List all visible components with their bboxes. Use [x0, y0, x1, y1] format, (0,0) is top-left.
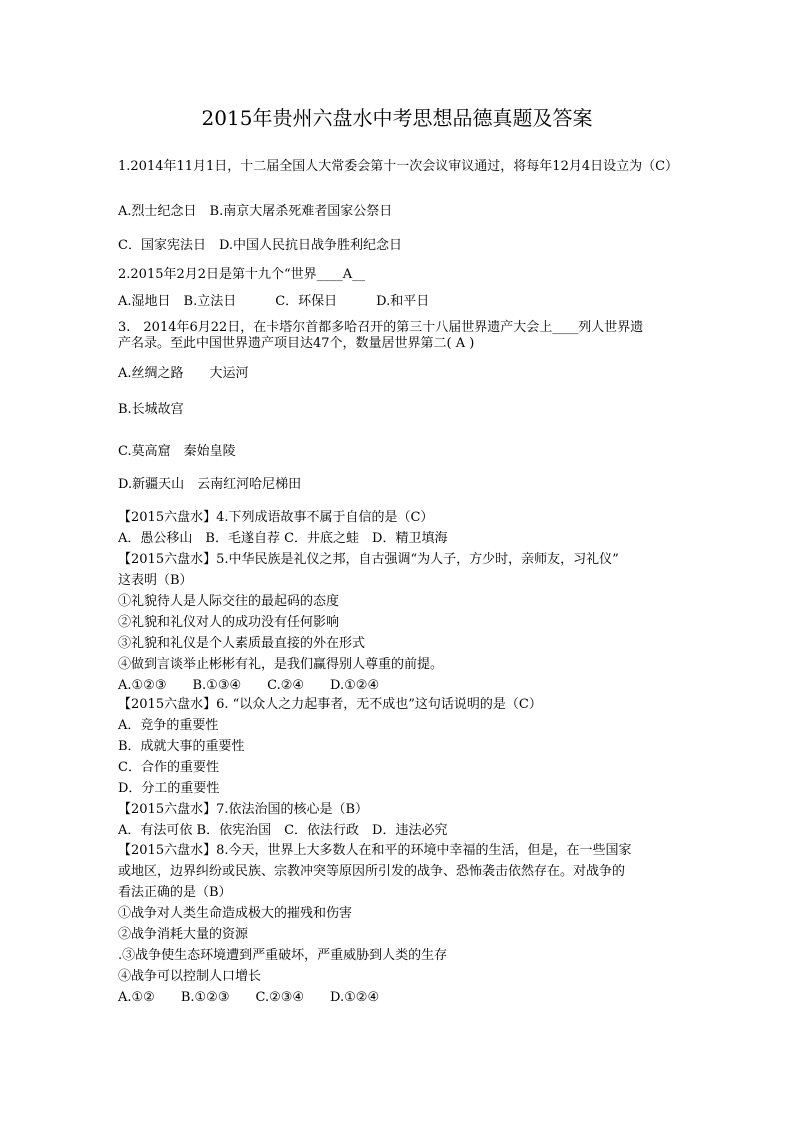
question-2-stem-text: 2.2015年2月2日是第十九个“世界: [118, 267, 317, 282]
question-8-stem-line-1: 【2015六盘水】8.今天，世界上大多数人在和平的环境中幸福的生活，但是，在一些国家: [118, 843, 632, 858]
question-4-stem: 【2015六盘水】4.下列成语故事不属于自信的是（C）: [118, 510, 434, 525]
question-5-item-3: ③礼貌和礼仪是个人素质最直接的外在形式: [118, 636, 366, 651]
question-8-item-2: ②战争消耗大量的资源: [118, 927, 249, 942]
question-7-stem: 【2015六盘水】7.依法治国的核心是（B）: [118, 802, 369, 817]
question-8-item-1: ①战争对人类生命造成极大的摧残和伤害: [118, 906, 353, 921]
question-5-item-4: ④做到言谈举止彬彬有礼，是我们赢得别人尊重的前提。: [118, 657, 444, 672]
question-6-option-d: D．分工的重要性: [118, 781, 220, 796]
question-8-stem-line-2: 或地区，边界纠纷或民族、宗教冲突等原因所引发的战争、恐怖袭击依然存在。对战争的: [118, 864, 626, 879]
question-3-option-d: D.新疆天山 云南红河哈尼梯田: [118, 477, 302, 492]
question-3-option-b: B.长城故宫: [118, 402, 184, 417]
question-8-options: A.①② B.①②③ C.②③④ D.①②④: [118, 990, 380, 1005]
question-3-stem-line-1: 3. 2014年6月22日，在卡塔尔首都多哈召开的第三十八届世界遗产大会上____列人世界遗: [118, 320, 644, 335]
question-5-item-1: ①礼貌待人是人际交往的最起码的态度: [118, 594, 340, 609]
page-title: 2015年贵州六盘水中考思想品德真题及答案: [201, 106, 593, 130]
question-8-item-4: ④战争可以控制人口增长: [118, 969, 262, 984]
question-4-options: A．愚公移山 B．毛遂自荐 C．井底之蛙 D．精卫填海: [118, 531, 448, 546]
question-8-item-3: .③战争使生态环境遭到严重破坏，严重威胁到人类的生存: [118, 948, 448, 963]
question-6-option-b: B．成就大事的重要性: [118, 739, 245, 754]
question-7-options: A．有法可依 B．依宪治国 C．依法行政 D．违法必究: [118, 823, 448, 838]
question-5-stem-line-1: 【2015六盘水】5.中华民族是礼仪之邦，自古强调“为人子，方少时，亲师友，习礼仪”: [118, 552, 619, 567]
question-6-stem: 【2015六盘水】6. “以众人之力起事者，无不成也”这句话说明的是（C）: [118, 697, 542, 712]
question-5-item-2: ②礼貌和礼仪对人的成功没有任何影响: [118, 615, 340, 630]
question-1-options-cd: C．国家宪法日 D.中国人民抗日战争胜利纪念日: [118, 238, 403, 253]
question-2-stem: [118, 267, 365, 283]
question-3-option-c: C.莫高窟 秦始皇陵: [118, 444, 236, 459]
question-2-blank: ____A__: [316, 267, 366, 282]
question-3-option-a: A.丝绸之路 大运河: [118, 366, 249, 381]
question-6-option-a: A．竞争的重要性: [118, 718, 219, 733]
question-1-options-ab: A.烈士纪念日 B.南京大屠杀死难者国家公祭日: [118, 204, 393, 219]
question-3-stem-line-2: 产名录。至此中国世界遗产项目达47个，数量居世界第二( A ): [118, 336, 475, 351]
question-6-option-c: C．合作的重要性: [118, 760, 219, 775]
question-2-options: A.湿地日 B.立法日 C．环保日 D.和平日: [118, 294, 430, 309]
question-8-stem-line-3: 看法正确的是（B）: [118, 885, 232, 900]
question-5-options: A.①②③ B.①③④ C.②④ D.①②④: [118, 678, 380, 693]
question-1-stem: 1.2014年11月1日，十二届全国人大常委会第十一次会议审议通过，将每年12月4日设立为（C）: [118, 159, 679, 174]
question-5-stem-line-2: 这表明（B）: [118, 573, 193, 588]
